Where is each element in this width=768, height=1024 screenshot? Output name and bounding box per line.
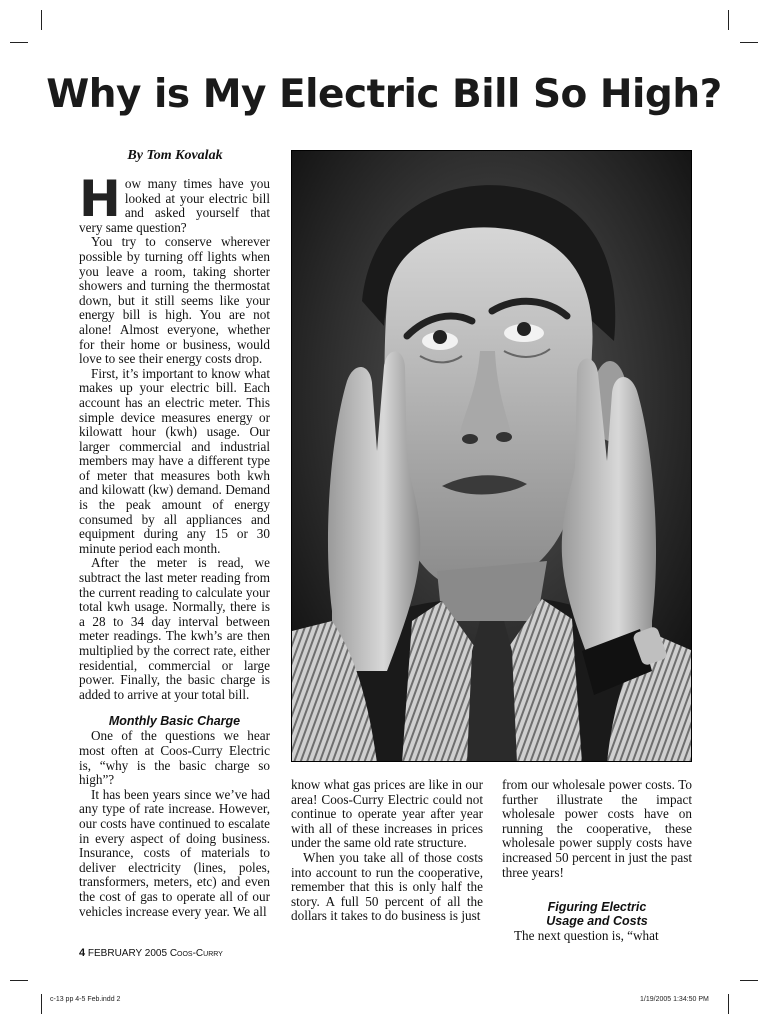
crop-mark [10, 42, 28, 43]
print-slug-file: c-13 pp 4-5 Feb.indd 2 [50, 996, 121, 1003]
paragraph: First, it’s important to know what makes up your electric bill. Each account has an electric meter. This simple device measures energy or kilowatt hour (kwh) usage. Our larger commercial and industrial members may have a different type of meter that measures both kwh and kilowatt (kw) demand. Demand is the peak amount of energy consumed by all appliances and equipment during any 15 or 30 minute period each month. [79, 365, 270, 556]
paragraph: One of the questions we hear most often at Coos-Curry Electric is, “why is the basic charge so high”? [79, 728, 270, 788]
article-column-1 [79, 170, 270, 919]
worried-man-illustration [292, 151, 692, 762]
page-number: 4 [79, 947, 86, 959]
article-title: Why is My Electric Bill So High? [46, 72, 722, 117]
byline: By Tom Kovalak [127, 148, 223, 163]
issue-date: FEBRUARY 2005 [87, 948, 168, 959]
drop-cap: H [79, 170, 121, 228]
photo-worried-man [291, 150, 692, 762]
print-slug-timestamp: 1/19/2005 1:34:50 PM [640, 996, 709, 1003]
paragraph: When you take all of those costs into account to run the cooperative, remember that this is only half the story. A full 50 percent of all the dollars it takes to do business is just [291, 849, 483, 924]
paragraph: It has been years since we’ve had any type of rate increase. However, our costs have continued to escalate in every aspect of doing business. Insurance, costs of materials to deliver electricity (lines, poles, transformers, meters, etc) and even the cost of gas to operate all of our vehicles increase every year. We all [79, 786, 270, 919]
paragraph: You try to conserve wherever possible by turning off lights when you leave a room, taking shorter showers and turning the thermostat down, but it still seems like your energy bill is high. You are not alone! Almost everyone, whether for their home or business, would love to see their energy costs drop. [79, 234, 270, 367]
crop-mark [728, 994, 729, 1014]
paragraph: After the meter is read, we subtract the last meter reading from the current reading to calculate your total kwh usage. Normally, there is a 28 to 34 day interval between meter readings. The kwh’s are then multiplied by the correct rate, either residential, commercial or large power. Finally, the basic charge is added to arrive at your total bill. [79, 555, 270, 702]
crop-mark [10, 980, 28, 981]
article-column-2 [291, 778, 483, 924]
crop-mark [740, 42, 758, 43]
article-column-3 [502, 778, 692, 944]
subhead-monthly-basic-charge: Monthly Basic Charge [108, 714, 241, 729]
subhead-figuring-electric-usage: Figuring Electric Usage and Costs [546, 900, 648, 929]
crop-mark [728, 10, 729, 30]
paragraph: The next question is, “what [514, 928, 659, 944]
publication-name: Coos-Curry [169, 948, 223, 959]
paragraph: from our wholesale power costs. To further illustrate the impact wholesale power costs have on running the cooperative, these wholesale power supply costs have increased 50 percent in just the past three years! [502, 777, 692, 880]
crop-mark [740, 980, 758, 981]
crop-mark [41, 10, 42, 30]
paragraph: know what gas prices are like in our area! Coos-Curry Electric could not continue to operate year after year with all of these increases in prices under the same old rate structure. [291, 777, 483, 851]
paragraph: How many times have you looked at your electric bill and asked yourself that very same question? [79, 170, 270, 235]
page-footer [79, 947, 223, 959]
crop-mark [41, 994, 42, 1014]
